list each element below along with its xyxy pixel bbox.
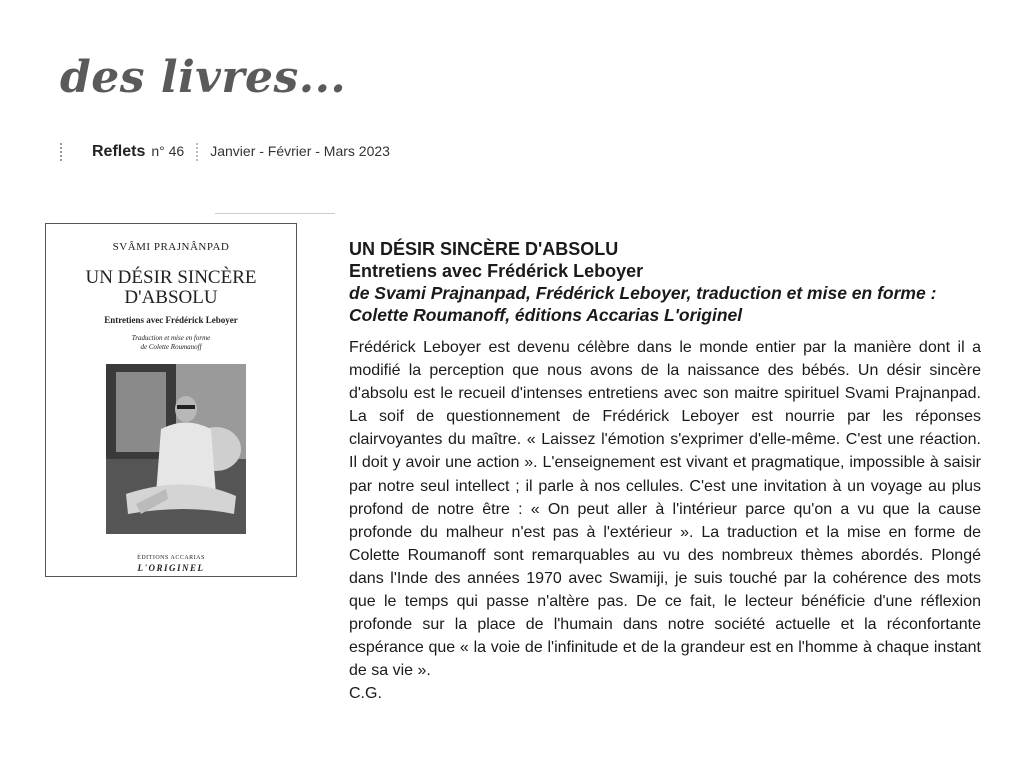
article-credits bbox=[349, 282, 989, 326]
cover-photo bbox=[106, 364, 246, 534]
cover-author: SVÂMI PRAJNÂNPAD bbox=[112, 241, 230, 253]
article-credits-line2: Colette Roumanoff, éditions Accarias L'originel bbox=[349, 305, 743, 325]
article bbox=[349, 238, 989, 706]
seated-man-photo bbox=[106, 364, 246, 534]
cover-title bbox=[46, 268, 296, 308]
issue-number: n° 46 bbox=[151, 143, 185, 159]
cover-subtitle: Entretiens avec Frédérick Leboyer bbox=[104, 315, 238, 325]
cover-translation bbox=[46, 334, 296, 352]
cover-publisher-line2: L'ORIGINEL bbox=[137, 563, 205, 573]
article-signature: C.G. bbox=[349, 685, 382, 703]
issue-period: Janvier - Février - Mars 2023 bbox=[210, 143, 390, 159]
book-cover bbox=[45, 223, 297, 577]
dotted-separator bbox=[196, 143, 198, 161]
cover-title-line2: D'ABSOLU bbox=[124, 287, 218, 308]
cover-title-line1: UN DÉSIR SINCÈRE bbox=[85, 267, 257, 288]
article-title: UN DÉSIR SINCÈRE D'ABSOLU bbox=[349, 239, 619, 259]
cover-translation-line2: de Colette Roumanoff bbox=[140, 343, 202, 351]
section-title: des livres... bbox=[60, 52, 347, 103]
divider-rule bbox=[215, 213, 335, 214]
article-body: Frédérick Leboyer est devenu célèbre dans le monde entier par la manière dont il a modifié la perception que nous avons de la naissance des bébés. Un désir sincère d'absolu est le recueil d'intenses entretiens avec son maitre spirituel Svami Prajnanpad. La soif de questionnement de Frédérick Leboyer est nourrie par les réponses clairvoyantes du maître. « Laissez l'émotion s'exprimer d'elle-même. C'est une réaction. Il doit y avoir une action ». L'enseignement est vivant et pragmatique, impossible à saisir par notre seul intellect ; il parle à nos cellules. C'est une invitation à un voyage au plus profond de notre être : « On peut aller à l'intérieur parce qu'on a vu que la cause profonde du malheur n'est pas à l'extérieur ». La traduction et la mise en forme de Colette Roumanoff sont remarquables au vu des nombreux thèmes abordés. Plongé dans l'Inde des années 1970 avec Swamiji, je suis touché par la cohérence des mots que le temps qui passe n'altère pas. De ce fait, le lecteur bénéficie d'une réflexion profonde sur la place de l'humain dans notre société actuelle et la réconfortante espérance que « la voie de l'infinitude et de la grandeur est en l'homme à chaque instant de sa vie ». bbox=[349, 339, 981, 680]
article-subtitle: Entretiens avec Frédérick Leboyer bbox=[349, 261, 644, 281]
cover-publisher-line1: ÉDITIONS ACCARIAS bbox=[137, 555, 205, 561]
article-credits-line1: de Svami Prajnanpad, Frédérick Leboyer, traduction et mise en forme : bbox=[349, 283, 937, 303]
issue-line bbox=[60, 143, 390, 161]
cover-translation-line1: Traduction et mise en forme bbox=[131, 334, 211, 342]
magazine-name: Reflets bbox=[92, 143, 146, 160]
dotted-divider bbox=[60, 143, 62, 161]
